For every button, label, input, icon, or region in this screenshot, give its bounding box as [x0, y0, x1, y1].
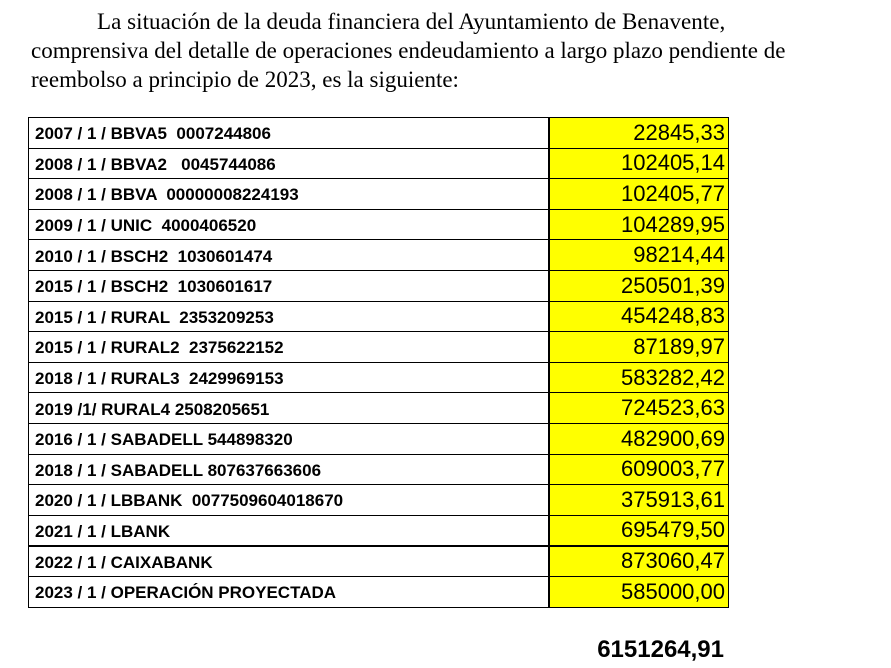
operation-amount: 98214,44	[549, 240, 729, 271]
operation-label: 2009 / 1 / UNIC 4000406520	[29, 209, 549, 240]
intro-line-2: comprensiva del detalle de operaciones endeudamiento a largo plazo pendiente de	[31, 38, 786, 63]
debt-total: 6151264,91	[597, 636, 724, 663]
table-row	[29, 362, 729, 393]
table-row	[29, 546, 729, 577]
operation-label: 2019 /1/ RURAL4 2508205651	[29, 393, 549, 424]
operation-label: 2020 / 1 / LBBANK 0077509604018670	[29, 485, 549, 516]
operation-label: 2015 / 1 / BSCH2 1030601617	[29, 270, 549, 301]
operation-amount: 102405,14	[549, 148, 729, 179]
table-row	[29, 148, 729, 179]
table-row	[29, 209, 729, 240]
operation-label: 2023 / 1 / OPERACIÓN PROYECTADA	[29, 576, 549, 607]
operation-label: 2015 / 1 / RURAL2 2375622152	[29, 332, 549, 363]
table-row	[29, 515, 729, 546]
table-row	[29, 576, 729, 607]
operation-amount: 454248,83	[549, 301, 729, 332]
operation-label: 2008 / 1 / BBVA2 0045744086	[29, 148, 549, 179]
table-row	[29, 301, 729, 332]
table-row	[29, 485, 729, 516]
operation-amount: 375913,61	[549, 485, 729, 516]
table-row	[29, 240, 729, 271]
operation-amount: 609003,77	[549, 454, 729, 485]
operation-label: 2015 / 1 / RURAL 2353209253	[29, 301, 549, 332]
operation-amount: 250501,39	[549, 270, 729, 301]
table-row	[29, 332, 729, 363]
operation-amount: 585000,00	[549, 576, 729, 607]
operation-amount: 482900,69	[549, 423, 729, 454]
debt-table-body	[29, 118, 729, 608]
debt-table	[28, 117, 729, 608]
operation-amount: 87189,97	[549, 332, 729, 363]
operation-amount: 724523,63	[549, 393, 729, 424]
table-row	[29, 118, 729, 149]
table-row	[29, 393, 729, 424]
operation-amount: 583282,42	[549, 362, 729, 393]
table-row	[29, 423, 729, 454]
operation-label: 2016 / 1 / SABADELL 544898320	[29, 423, 549, 454]
operation-label: 2010 / 1 / BSCH2 1030601474	[29, 240, 549, 271]
operation-label: 2018 / 1 / RURAL3 2429969153	[29, 362, 549, 393]
operation-amount: 104289,95	[549, 209, 729, 240]
table-row	[29, 179, 729, 210]
intro-line-3: reembolso a principio de 2023, es la siguiente:	[31, 67, 459, 92]
operation-label: 2008 / 1 / BBVA 00000008224193	[29, 179, 549, 210]
intro-paragraph	[31, 7, 891, 94]
operation-amount: 22845,33	[549, 118, 729, 149]
operation-amount: 102405,77	[549, 179, 729, 210]
operation-amount: 873060,47	[549, 546, 729, 577]
operation-label: 2022 / 1 / CAIXABANK	[29, 546, 549, 577]
table-row	[29, 270, 729, 301]
operation-label: 2021 / 1 / LBANK	[29, 515, 549, 546]
operation-label: 2007 / 1 / BBVA5 0007244806	[29, 118, 549, 149]
operation-label: 2018 / 1 / SABADELL 807637663606	[29, 454, 549, 485]
intro-line-1: La situación de la deuda financiera del Ayuntamiento de Benavente,	[97, 9, 726, 34]
table-row	[29, 454, 729, 485]
operation-amount: 695479,50	[549, 515, 729, 546]
